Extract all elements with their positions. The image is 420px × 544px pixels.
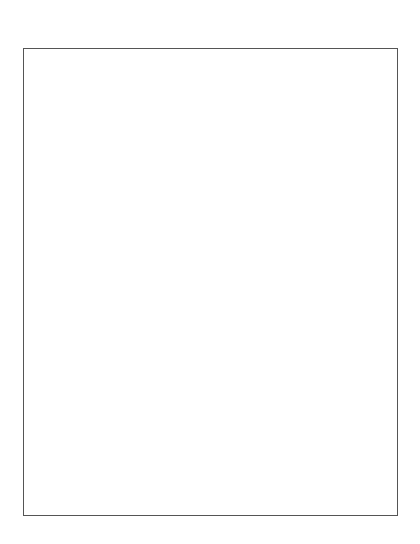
calendar-grid [23,48,398,516]
